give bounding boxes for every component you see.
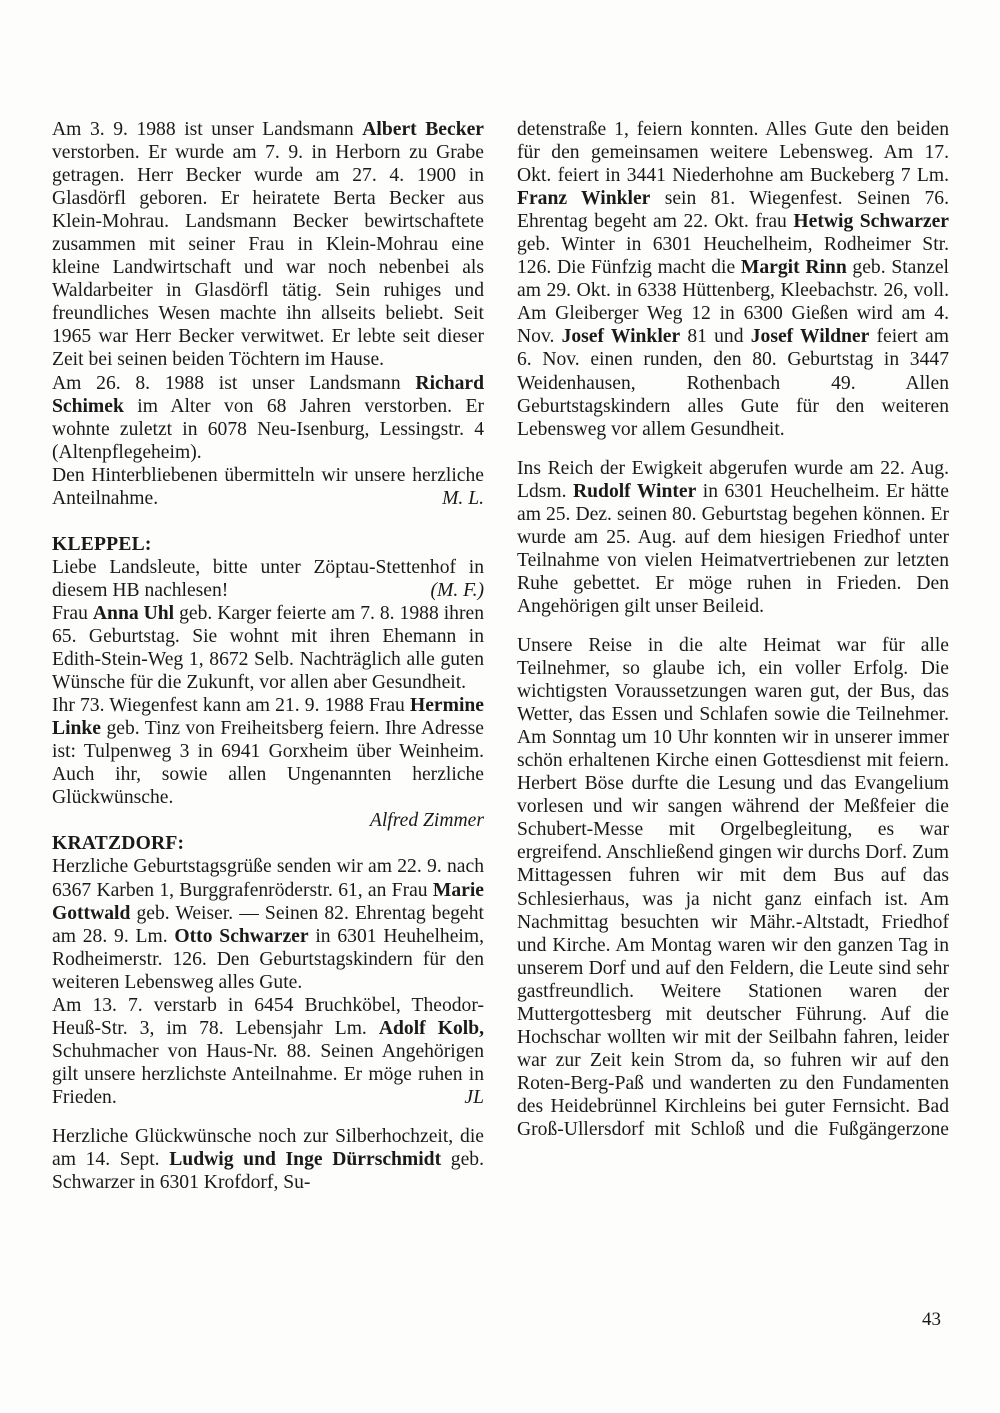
text: geb. Tinz von Freiheitsberg feiern. Ihre Adresse ist: Tulpenweg 3 in 6941 Gorxheim über Weinheim. Auch ihr, sowie allen Ungenannten herzliche Glückwünsche. xyxy=(52,718,484,809)
kleppel-notice xyxy=(52,556,484,602)
person-name: Otto Schwarzer xyxy=(174,925,309,947)
person-name: Josef Winkler xyxy=(561,326,681,348)
person-name: Marie Gottwald xyxy=(52,879,484,924)
text: 81 und xyxy=(680,326,751,348)
text: geb. Schwarzer in 6301 Krofdorf, Su- xyxy=(52,1149,484,1194)
person-name: Richard Schimek xyxy=(52,372,484,417)
person-name: Anna Uhl xyxy=(92,602,175,624)
person-name: Josef Wildner xyxy=(750,326,870,348)
text: geb. Stanzel am 29. Okt. in 6338 Hüttenberg, Kleebachstr. 26, voll. Am Gleiberger Weg 12 in 6300 Gießen wird am 4. Nov. xyxy=(517,257,949,348)
birthday-anna-uhl xyxy=(52,602,484,694)
text: Liebe Landsleute, bitte unter Zöptau-Stettenhof in diesem HB nachlesen! xyxy=(52,556,484,601)
section-heading-kratzdorf: KRATZDORF: xyxy=(52,833,185,855)
text: geb. Karger feierte am 7. 8. 1988 ihren 65. Geburtstag. Sie wohnt mit ihren Ehemann in Edith-Stein-Weg 1, 8672 Selb. Nachträglich alle guten Wünsche für die Zukunft, vor allen aber Gesundheit. xyxy=(52,602,484,694)
journey-report-paragraph: Unsere Reise in die alte Heimat war für alle Teilnehmer, so glaube ich, ein voller Erfolg. Die wichtigsten Voraussetzungen waren gut, der Bus, das Wetter, das Essen und Schlafen sowie die Teilnehmer. Am Sonntag um 10 Uhr konnten wir in unserer immer schön erhaltenen Kirche einen Gottesdienst mit feiern. Herbert Böse durfte die Lesung und das Evangelium vorlesen und wir sangen während der Meßfeier die Schubert-Messe mit Orgelbegleitung, es war ergreifend. Anschließend gingen wir durchs Dorf. Zum Mittagessen fuhren wir mit dem Bus auf das Schlesierhaus, was ja nicht ganz einfach ist. Am Nachmittag besuchten wir Mähr.-Altstadt, Friedhof und Kirche. Am Montag waren wir den ganzen Tag in unserem Dorf und auf den Feldern, die Leute sind sehr gastfreundlich. Weitere Stationen waren der Muttergottesberg mit deutscher Führung. Auf die Hochschar wollten wir mit der Seilbahn fahren, leider war zur Zeit kein Strom da, so fuhren wir auf den Roten-Berg-Paß und wanderten zu den Fundamenten des Heidebrünnel Kirchleins bei guter Fernsicht. Bad Groß-Ullersdorf mit Schloß und die Fußgängerzone xyxy=(517,634,949,1140)
author-signature: JL xyxy=(464,1086,484,1108)
person-name: Hermine Linke xyxy=(52,695,484,740)
text: Am 13. 7. verstarb in 6454 Bruchköbel, Theodor-Heuß-Str. 3, im 78. Lebensjahr Lm. xyxy=(52,994,484,1039)
silver-wedding-paragraph xyxy=(52,1125,484,1194)
obituary-albert-becker xyxy=(52,118,484,372)
left-column xyxy=(52,118,484,1194)
text: Am 3. 9. 1988 ist unser Landsmann xyxy=(52,119,363,140)
person-name: Adolf Kolb, xyxy=(378,1017,484,1039)
obituary-adolf-kolb xyxy=(52,994,484,1109)
text: im Alter von 68 Jahren verstorben. Er wohnte zuletzt in 6078 Neu-Isenburg, Lessingstr. 4 (Altenpflegeheim). xyxy=(52,395,484,463)
right-column xyxy=(517,118,949,1141)
text: verstorben. Er wurde am 7. 9. in Herborn zu Grabe getragen. Herr Becker wurde am 27. 4. 1900 in Glasdörfl geboren. Er heiratete Berta Becker aus Klein-Mohrau. Landsmann Becker bewirtschaftete zusammen mit seiner Frau in Klein-Mohrau eine kleine Landwirtschaft und war noch nebenbei als Waldarbeiter in Glasdörfl tätig. Sein ruhiges und freundliches Wesen machte ihn allseits beliebt. Seit 1965 war Herr Becker verwitwet. Er lebte seit dieser Zeit bei seinen beiden Töchtern im Hause. xyxy=(52,142,484,371)
text: geb. Weiser. — Seinen 82. Ehrentag begeht am 28. 9. Lm. xyxy=(52,902,484,947)
text: detenstraße 1, feiern konnten. Alles Gute den beiden für den gemeinsamen weitere Lebensweg. Am 17. Okt. feiert in 3441 Niederhohne am Buckeberg 7 Lm. xyxy=(517,119,949,187)
obituary-richard-schimek xyxy=(52,372,484,464)
text: feiert am 6. Nov. einen runden, den 80. Geburtstag in 3447 Weidenhausen, Rothenbach 49. Allen Geburtstagskindern alles Gute für den weiteren Lebensweg vor allem Gesundheit. xyxy=(517,326,949,440)
author-signature: Alfred Zimmer xyxy=(369,810,484,832)
condolence-paragraph xyxy=(52,464,484,510)
text: Am 26. 8. 1988 ist unser Landsmann xyxy=(52,372,416,394)
text: sein 81. Wiegenfest. Seinen 76. Ehrentag begeht am 22. Okt. frau xyxy=(517,188,949,233)
birthdays-paragraph xyxy=(517,118,949,441)
page-number: 43 xyxy=(922,1309,941,1330)
person-name: Albert Becker xyxy=(362,119,484,140)
person-name: Rudolf Winter xyxy=(573,480,697,502)
text: Schuhmacher von Haus-Nr. 88. Seinen Angehörigen gilt unsere herzlichste Anteilnahme. Er möge ruhen in Frieden. xyxy=(52,1040,484,1108)
text: Ihr 73. Wiegenfest kann am 21. 9. 1988 Frau xyxy=(52,695,410,717)
text: Den Hinterbliebenen übermitteln wir unsere herzliche Anteilnahme. xyxy=(52,464,484,509)
author-signature: M. L. xyxy=(442,487,484,509)
text: Frau xyxy=(52,602,93,624)
text: Ins Reich der Ewigkeit abgerufen wurde am 22. Aug. Ldsm. xyxy=(517,457,949,502)
text: Herzliche Glückwünsche noch zur Silberhochzeit, die am 14. Sept. xyxy=(52,1125,484,1171)
person-name: Hetwig Schwarzer xyxy=(793,211,949,233)
section-heading-kleppel: KLEPPEL: xyxy=(52,533,152,555)
person-name: Margit Rinn xyxy=(740,257,847,279)
birthday-hermine-linke xyxy=(52,694,484,809)
text: geb. Winter in 6301 Heuchelheim, Rodheimer Str. 126. Die Fünfzig macht die xyxy=(517,234,949,279)
birthday-greetings-kratzdorf xyxy=(52,855,484,993)
text: in 6301 Heuhelheim, Rodheimerstr. 126. Den Geburtstagskindern für den weiteren Lebensweg alles Gute. xyxy=(52,925,485,993)
text: Herzliche Geburtstagsgrüße senden wir am 22. 9. nach 6367 Karben 1, Burggrafenröderstr. 61, an Frau xyxy=(52,856,484,901)
person-name: Franz Winkler xyxy=(517,188,651,210)
obituary-rudolf-winter xyxy=(517,457,949,618)
person-name: Ludwig und Inge Dürrschmidt xyxy=(169,1149,442,1171)
author-signature: (M. F.) xyxy=(430,579,484,601)
text: in 6301 Heuchelheim. Er hätte am 25. Dez. seinen 80. Geburtstag begehen können. Er wurde am 25. Aug. auf dem hiesigen Friedhof unter Teilnahme von vielen Heimatvertriebenen zur letzten Ruhe gebettet. Er möge ruhen in Frieden. Den Angehörigen gilt unser Beileid. xyxy=(517,480,949,617)
